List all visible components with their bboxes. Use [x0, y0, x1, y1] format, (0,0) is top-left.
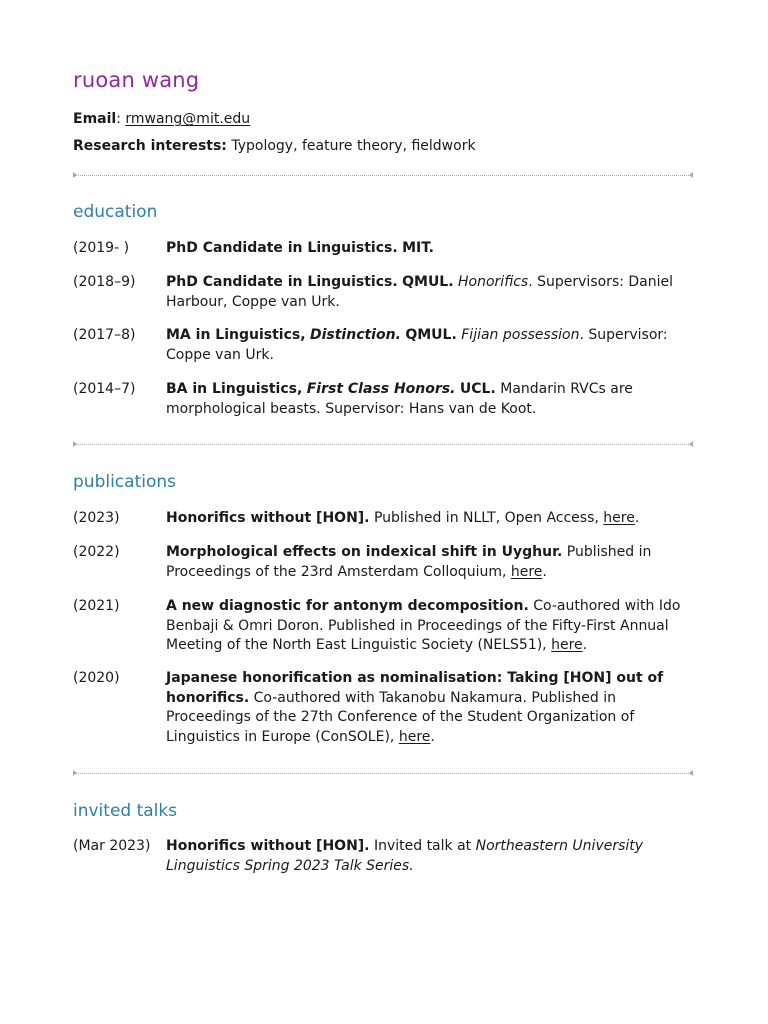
entry-degree: PhD Candidate in Linguistics. [166, 240, 398, 256]
interests-line [73, 138, 476, 154]
interests-label: Research interests: [73, 138, 227, 154]
publication-link[interactable]: here [551, 637, 583, 653]
entry-detail: . Supervisors: Daniel Harbour, Coppe van Urk. [166, 274, 674, 310]
entry-honor: First Class Honors. [306, 381, 456, 397]
publications-heading: publications [73, 472, 176, 492]
talk-entry [73, 837, 693, 876]
education-entry [73, 326, 693, 365]
publication-end: . [430, 728, 435, 745]
publication-link[interactable]: here [398, 728, 431, 745]
entry-honor: Distinction. [309, 327, 401, 343]
publication-title: A new diagnostic for antonym decomposition. [166, 598, 529, 614]
publication-title: Japanese honorification as nominalisation: Taking [HON] out of honorifics. [166, 670, 664, 706]
email-link[interactable]: rmwang@mit.edu [125, 111, 251, 127]
entry-thesis: Fijian possession [461, 327, 580, 343]
publication-entry [73, 509, 693, 529]
publication-end: . [634, 510, 640, 526]
publication-link[interactable]: here [510, 563, 543, 580]
education-entry [73, 380, 693, 419]
publication-detail: Co-authored with Ido Benbaji & Omri Doron. Published in Proceedings of the Fifty-First Annual Meeting of the North East Linguistic Society (NELS51), [166, 598, 681, 653]
publication-title: Morphological effects on indexical shift in Uyghur. [166, 544, 563, 560]
publication-end: . [542, 563, 547, 580]
entry-degree: BA in Linguistics, [166, 381, 303, 397]
entry-date: (2023) [73, 510, 120, 526]
publication-entry [73, 597, 693, 656]
entry-date: (2018–9) [73, 274, 136, 290]
talk-title: Honorifics without [HON]. [166, 838, 370, 854]
email-label: Email [73, 111, 117, 127]
section-divider [73, 444, 693, 446]
entry-institution: UCL. [459, 381, 496, 397]
publication-end: . [582, 637, 588, 653]
publication-title: Honorifics without [HON]. [166, 510, 370, 526]
entry-institution: MIT. [402, 240, 434, 256]
publication-entry [73, 669, 693, 747]
email-separator: : [116, 111, 121, 127]
publication-entry [73, 543, 693, 582]
section-divider [73, 175, 693, 177]
education-entry [73, 239, 693, 259]
education-heading: education [73, 202, 158, 222]
publication-detail: Published in NLLT, Open Access, [373, 510, 599, 526]
entry-date: (Mar 2023) [73, 838, 151, 854]
entry-detail: . Supervisor: Coppe van Urk. [166, 327, 668, 363]
entry-date: (2014–7) [73, 381, 136, 397]
publication-detail: Co-authored with Takanobu Nakamura. Published in Proceedings of the 27th Conference of the Student Organization of Linguistics in Europe (ConSOLE), [166, 689, 635, 745]
publication-link[interactable]: here [603, 510, 635, 526]
entry-institution: QMUL. [405, 327, 457, 343]
talk-venue: Northeastern University Linguistics Spring 2023 Talk Series. [166, 838, 644, 874]
entry-date: (2021) [73, 598, 120, 614]
education-entry [73, 273, 693, 312]
entry-detail: Mandarin RVCs are morphological beasts. Supervisor: Hans van de Koot. [166, 381, 633, 417]
entry-degree: MA in Linguistics, [166, 327, 306, 343]
entry-date: (2019- ) [73, 240, 130, 256]
talks-heading: invited talks [73, 801, 178, 821]
section-divider [73, 773, 693, 775]
email-line [73, 111, 250, 127]
cv-name: ruoan wang [73, 68, 200, 92]
entry-date: (2017–8) [73, 327, 136, 343]
publication-detail: Published in Proceedings of the 23rd Amsterdam Colloquium, [166, 544, 652, 580]
entry-date: (2022) [73, 544, 120, 560]
entry-date: (2020) [73, 670, 120, 686]
entry-institution: QMUL. [402, 274, 454, 290]
interests-value: Typology, feature theory, fieldwork [231, 138, 476, 154]
entry-degree: PhD Candidate in Linguistics. [166, 274, 398, 290]
talk-detail: Invited talk at [373, 838, 472, 854]
entry-thesis: Honorifics [458, 274, 529, 290]
